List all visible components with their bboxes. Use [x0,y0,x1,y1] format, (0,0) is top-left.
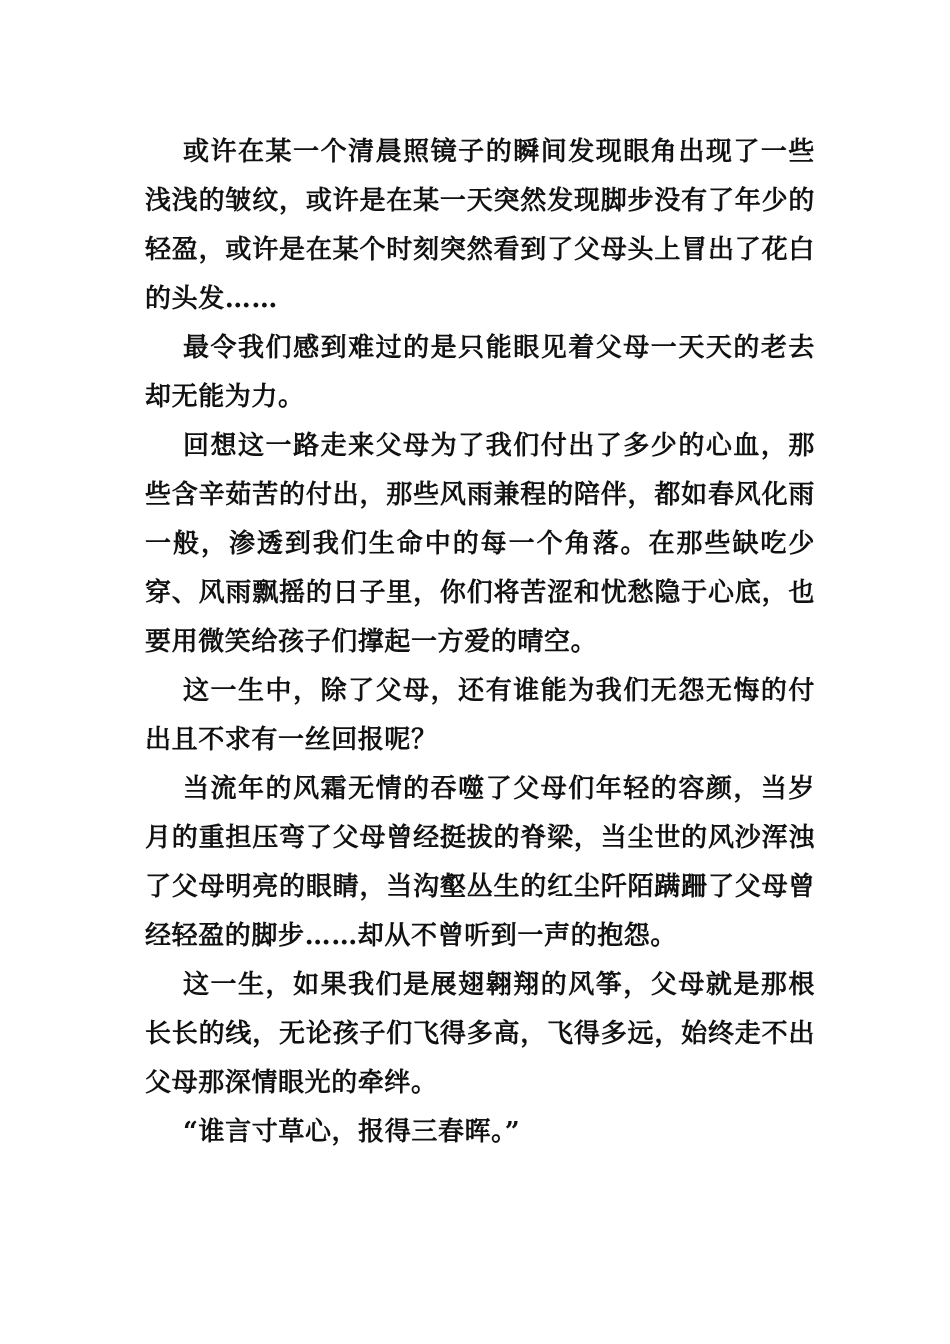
paragraph-3: 回想这一路走来父母为了我们付出了多少的心血，那些含辛茹苦的付出，那些风雨兼程的陪伴，都如春风化雨一般，渗透到我们生命中的每一个角落。在那些缺吃少穿、风雨飘摇的日子里，你们将苦涩和忧愁隐于心底，也要用微笑给孩子们撑起一方爱的晴空。 [145,431,815,657]
paragraph-1: 或许在某一个清晨照镜子的瞬间发现眼角出现了一些浅浅的皱纹，或许是在某一天突然发现脚步没有了年少的轻盈，或许是在某个时刻突然看到了父母头上冒出了花白的头发…… [145,137,815,314]
paragraph-7: “谁言寸草心，报得三春晖。” [183,1117,521,1147]
document-page [145,128,815,1157]
paragraph-4: 这一生中，除了父母，还有谁能为我们无怨无悔的付出且不求有一丝回报呢？ [145,676,815,755]
paragraph-2: 最令我们感到难过的是只能眼见着父母一天天的老去却无能为力。 [145,333,815,412]
paragraph-6: 这一生，如果我们是展翅翱翔的风筝，父母就是那根长长的线，无论孩子们飞得多高，飞得多远，始终走不出父母那深情眼光的牵绊。 [145,970,815,1098]
paragraph-5: 当流年的风霜无情的吞噬了父母们年轻的容颜，当岁月的重担压弯了父母曾经挺拔的脊梁，当尘世的风沙浑浊了父母明亮的眼睛，当沟壑丛生的红尘阡陌蹒跚了父母曾经轻盈的脚步……却从不曾听到一声的抱怨。 [145,774,815,951]
